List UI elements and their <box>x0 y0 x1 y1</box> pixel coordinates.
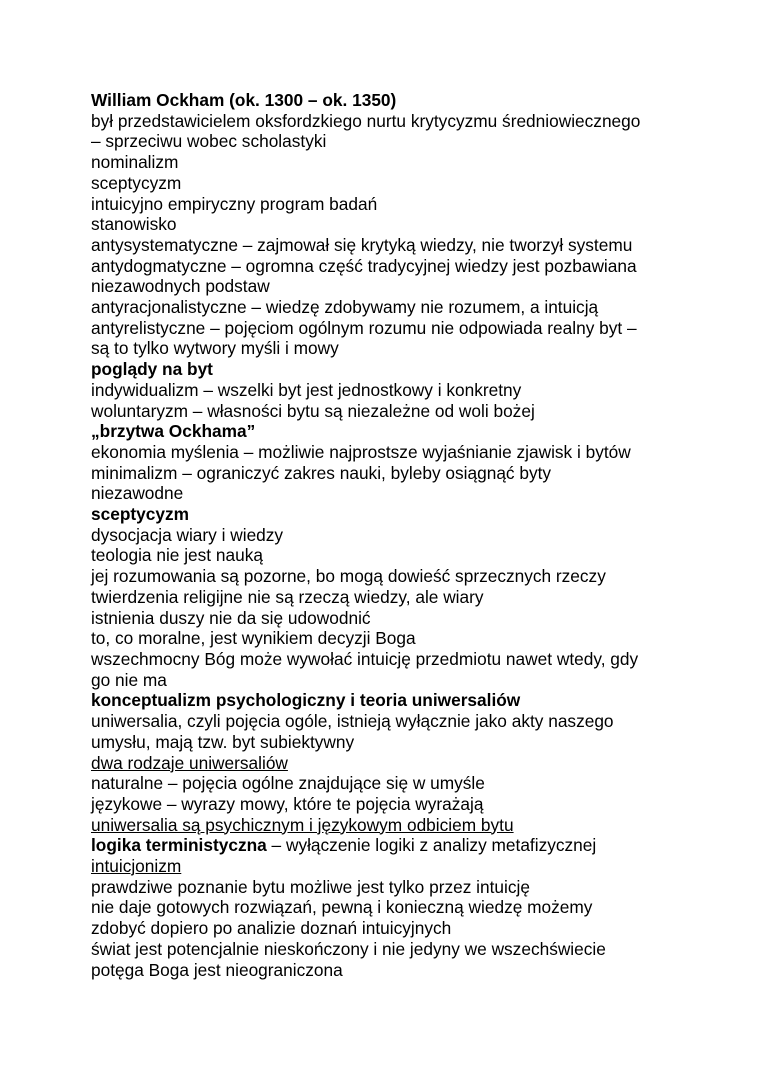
section-heading-sceptycyzm: sceptycyzm <box>91 504 189 525</box>
text-line: dysocjacja wiary i wiedzy <box>91 524 284 545</box>
document-page <box>91 90 721 980</box>
text-line: był przedstawicielem oksfordzkiego nurtu krytycyzmu średniowiecznego <box>91 110 641 131</box>
underlined-statement-uniwersalia: uniwersalia są psychicznym i językowym odbiciem bytu <box>91 814 514 835</box>
text-line: nominalizm <box>91 152 179 173</box>
text-line: istnienia duszy nie da się udowodnić <box>91 607 371 628</box>
text-line: antydogmatyczne – ogromna część tradycyjnej wiedzy jest pozbawiana <box>91 255 637 276</box>
section-heading-brzytwa: „brzytwa Ockhama” <box>91 421 256 442</box>
logika-description: – wyłączenie logiki z analizy metafizycznej <box>266 835 597 856</box>
text-line: naturalne – pojęcia ogólne znajdujące się w umyśle <box>91 773 485 794</box>
text-line: wszechmocny Bóg może wywołać intuicję przedmiotu nawet wtedy, gdy <box>91 648 639 669</box>
text-line: teologia nie jest nauką <box>91 545 263 566</box>
text-line: jej rozumowania są pozorne, bo mogą dowieść sprzecznych rzeczy <box>91 566 606 587</box>
text-line: świat jest potencjalnie nieskończony i nie jedyny we wszechświecie <box>91 938 606 959</box>
text-line: woluntaryzm – własności bytu są niezależne od woli bożej <box>91 400 535 421</box>
section-heading-byt: poglądy na byt <box>91 359 213 380</box>
text-line: prawdziwe poznanie bytu możliwe jest tylko przez intuicję <box>91 876 530 897</box>
text-line: potęga Boga jest nieograniczona <box>91 959 343 980</box>
text-line: uniwersalia, czyli pojęcia ogóle, istnieją wyłącznie jako akty naszego <box>91 711 614 732</box>
text-line: – sprzeciwu wobec scholastyki <box>91 131 327 152</box>
text-line: indywidualizm – wszelki byt jest jednostkowy i konkretny <box>91 379 522 400</box>
text-line: są to tylko wytwory myśli i mowy <box>91 338 339 359</box>
text-line: antyrelistyczne – pojęciom ogólnym rozumu nie odpowiada realny byt – <box>91 317 637 338</box>
text-line: niezawodnych podstaw <box>91 276 270 297</box>
underlined-subheading-dwa: dwa rodzaje uniwersaliów <box>91 752 288 773</box>
section-heading-konceptualizm: konceptualizm psychologiczny i teoria uniwersaliów <box>91 690 521 711</box>
text-line: językowe – wyrazy mowy, które te pojęcia wyrażają <box>91 793 484 814</box>
text-line: nie daje gotowych rozwiązań, pewną i konieczną wiedzę możemy <box>91 897 593 918</box>
text-line: zdobyć dopiero po analizie doznań intuicyjnych <box>91 918 452 939</box>
text-line: stanowisko <box>91 214 177 235</box>
text-line: go nie ma <box>91 669 167 690</box>
logika-line <box>91 835 721 856</box>
text-line: antysystematyczne – zajmował się krytyką wiedzy, nie tworzył systemu <box>91 234 633 255</box>
document-title: William Ockham (ok. 1300 – ok. 1350) <box>91 90 397 110</box>
text-line: minimalizm – ograniczyć zakres nauki, byleby osiągnąć byty <box>91 462 552 483</box>
text-line: antyracjonalistyczne – wiedzę zdobywamy nie rozumem, a intuicją <box>91 297 599 318</box>
text-line: sceptycyzm <box>91 172 182 193</box>
text-line: umysłu, mają tzw. byt subiektywny <box>91 731 355 752</box>
text-line: to, co moralne, jest wynikiem decyzji Boga <box>91 628 416 649</box>
text-line: intuicyjno empiryczny program badań <box>91 193 378 214</box>
underlined-subheading-intuicjonizm: intuicjonizm <box>91 856 182 877</box>
section-heading-logika: logika terministyczna <box>91 835 267 856</box>
text-line: ekonomia myślenia – możliwie najprostsze wyjaśnianie zjawisk i bytów <box>91 441 631 462</box>
text-line: niezawodne <box>91 483 184 504</box>
text-line: twierdzenia religijne nie są rzeczą wiedzy, ale wiary <box>91 586 484 607</box>
